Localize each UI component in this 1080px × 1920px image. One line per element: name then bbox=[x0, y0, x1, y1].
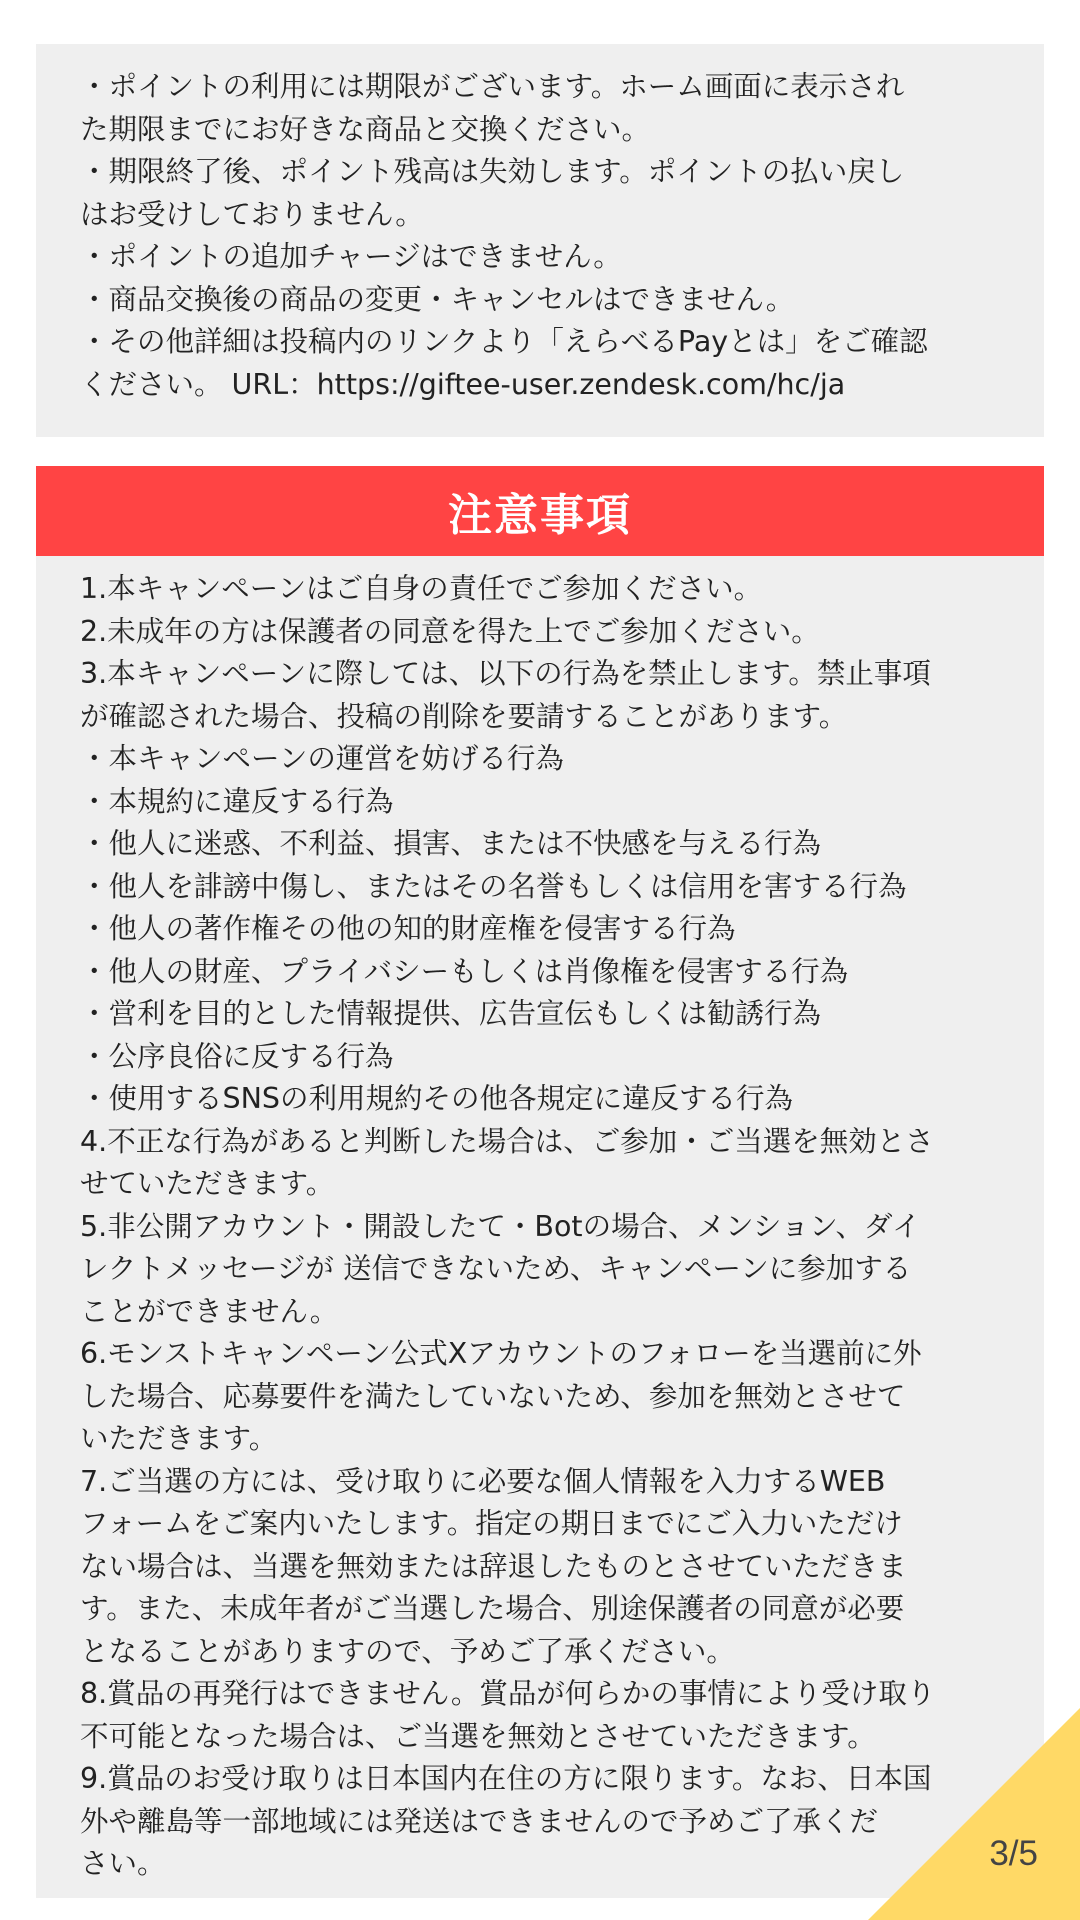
text-line: ・商品交換後の商品の変更・キャンセルはできません。 bbox=[80, 282, 795, 316]
notes-body bbox=[36, 556, 1044, 1886]
note-line: した場合、応募要件を満たしていないため、参加を無効とさせて bbox=[80, 1379, 906, 1413]
note-line: ・他人を誹謗中傷し、またはその名誉もしくは信用を害する行為 bbox=[80, 869, 907, 903]
note-line: 1.本キャンペーンはご自身の責任でご参加ください。 bbox=[80, 572, 763, 605]
text-line: はお受けしておりません。 bbox=[80, 197, 424, 231]
note-line: ことができません。 bbox=[80, 1294, 339, 1328]
corner-triangle-shape bbox=[868, 1708, 1080, 1920]
note-line: 不可能となった場合は、ご当選を無効とさせていただきます。 bbox=[80, 1719, 876, 1753]
note-line: 2.未成年の方は保護者の同意を得た上でご参加ください。 bbox=[80, 614, 820, 648]
note-line: レクトメッセージが 送信できないため、キャンペーンに参加する bbox=[80, 1252, 912, 1285]
notes-header bbox=[36, 466, 1044, 556]
text-line: ・その他詳細は投稿内のリンクより「えらべるPayとは」をご確認 bbox=[80, 325, 928, 358]
note-line: となることがありますので、予めご了承ください。 bbox=[80, 1634, 735, 1668]
notes-title: 注意事項 bbox=[448, 490, 632, 541]
text-line: ください。 URL：https://giftee-user.zendesk.com/hc/ja bbox=[80, 367, 846, 401]
note-line: いただきます。 bbox=[80, 1422, 278, 1455]
note-line: 7.ご当選の方には、受け取りに必要な個人情報を入力するWEB bbox=[80, 1464, 886, 1498]
note-line: 外や離島等一部地域には発送はできませんので予めご了承くだ bbox=[80, 1804, 879, 1838]
note-line: ・他人の財産、プライバシーもしくは肖像権を侵害する行為 bbox=[80, 954, 849, 988]
note-line: ・公序良俗に反する行為 bbox=[80, 1039, 394, 1073]
note-line: 4.不正な行為があると判断した場合は、ご参加・ご当選を無効とさ bbox=[80, 1124, 934, 1158]
text-line: ・ポイントの利用には期限がございます。ホーム画面に表示され bbox=[80, 70, 905, 103]
corner-triangle bbox=[868, 1708, 1080, 1920]
note-line: 6.モンストキャンペーン公式Xアカウントのフォローを当選前に外 bbox=[80, 1337, 922, 1370]
note-line: 5.非公開アカウント・開設したて・Botの場合、メンション、ダイ bbox=[80, 1209, 921, 1243]
note-line: ・他人の著作権その他の知的財産権を侵害する行為 bbox=[80, 912, 736, 945]
note-line: す。また、未成年者がご当選した場合、別途保護者の同意が必要 bbox=[80, 1592, 905, 1625]
note-line: 9.賞品のお受け取りは日本国内在住の方に限ります。なお、日本国 bbox=[80, 1762, 932, 1795]
notes-box bbox=[36, 466, 1044, 1898]
text-line: た期限までにお好きな商品と交換ください。 bbox=[80, 112, 651, 146]
note-line: 3.本キャンペーンに際しては、以下の行為を禁止します。禁止事項 bbox=[80, 657, 931, 690]
note-line: ・営利を目的とした情報提供、広告宣伝もしくは勧誘行為 bbox=[80, 997, 822, 1030]
note-line: ・本規約に違反する行為 bbox=[80, 784, 394, 818]
page-indicator: 3/5 bbox=[989, 1834, 1038, 1873]
note-line: ・本キャンペーンの運営を妨げる行為 bbox=[80, 742, 564, 775]
text-line: ・期限終了後、ポイント残高は失効します。ポイントの払い戻し bbox=[80, 155, 905, 188]
note-line: さい。 bbox=[80, 1847, 166, 1880]
note-line: せていただきます。 bbox=[80, 1167, 335, 1200]
note-line: 8.賞品の再発行はできません。賞品が何らかの事情により受け取り bbox=[80, 1677, 936, 1710]
note-line: が確認された場合、投稿の削除を要請することがあります。 bbox=[80, 699, 848, 733]
note-line: フォームをご案内いたします。指定の期日までにご入力いただけ bbox=[80, 1507, 903, 1540]
point-terms-box bbox=[36, 44, 1044, 437]
text-line: ・ポイントの追加チャージはできません。 bbox=[80, 240, 622, 273]
note-line: ・使用するSNSの利用規約その他各規定に違反する行為 bbox=[80, 1082, 794, 1115]
note-line: ・他人に迷惑、不利益、損害、または不快感を与える行為 bbox=[80, 827, 822, 860]
note-line: ない場合は、当選を無効または辞退したものとさせていただきま bbox=[80, 1549, 907, 1583]
